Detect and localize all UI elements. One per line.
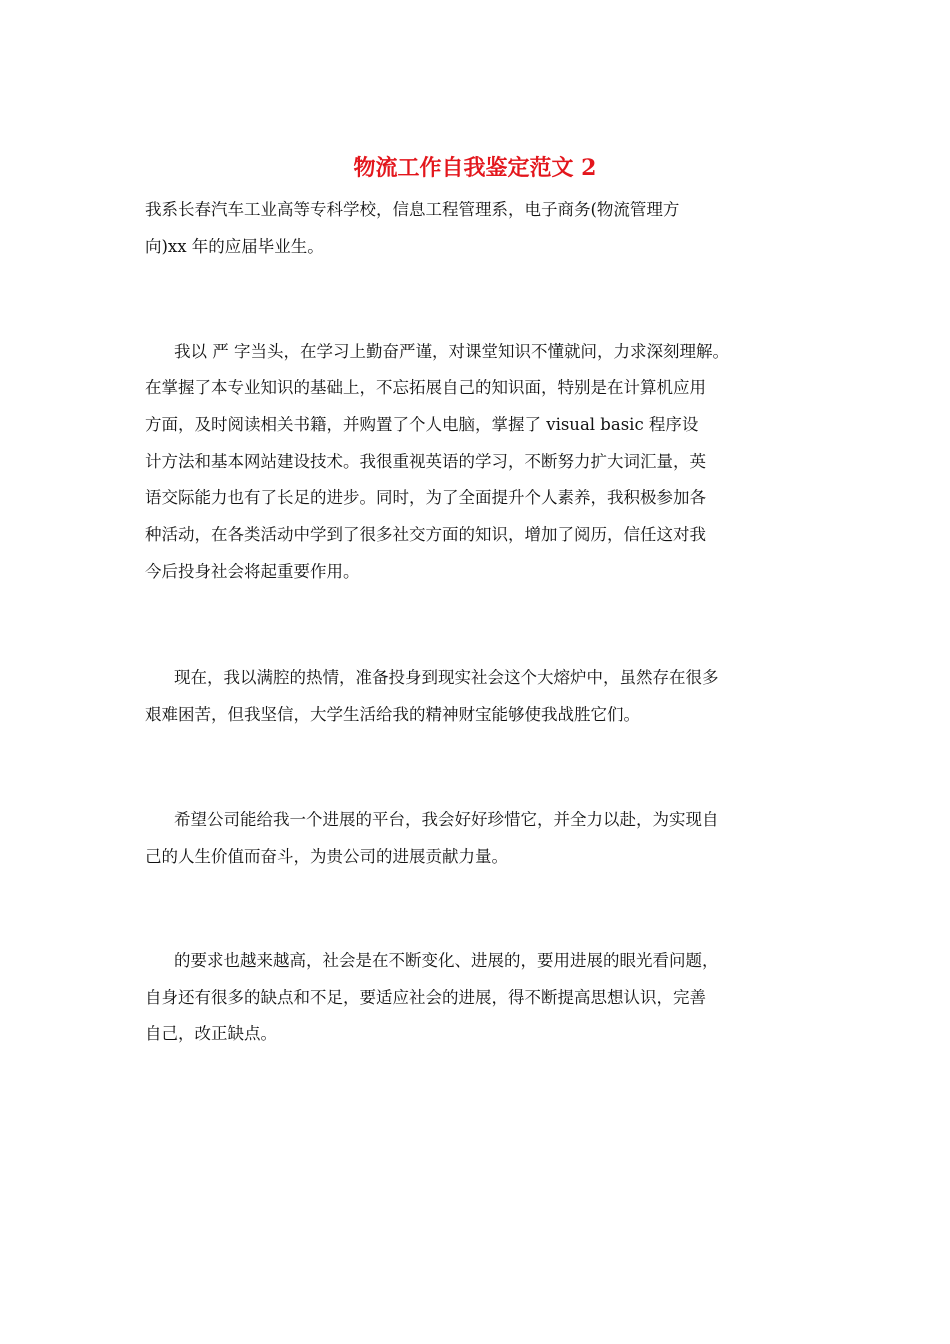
paragraph-line: 我系长春汽车工业高等专科学校，信息工程管理系，电子商务(物流管理方: [145, 200, 680, 219]
paragraph-line: 的要求也越来越高，社会是在不断变化、进展的，要用进展的眼光看问题，: [174, 951, 719, 970]
paragraph-line: 希望公司能给我一个进展的平台，我会好好珍惜它，并全力以赴，为实现自: [174, 810, 719, 829]
paragraph-line: 方面，及时阅读相关书籍，并购置了个人电脑，掌握了 visual basic 程序设: [145, 415, 699, 434]
paragraph-line: 自身还有很多的缺点和不足，要适应社会的进展，得不断提高思想认识，完善: [145, 988, 706, 1007]
paragraph-line: 种活动，在各类活动中学到了很多社交方面的知识，增加了阅历，信任这对我: [145, 525, 706, 544]
paragraph-line: 在掌握了本专业知识的基础上，不忘拓展自己的知识面，特别是在计算机应用: [145, 378, 706, 397]
paragraph-line: 现在，我以满腔的热情，准备投身到现实社会这个大熔炉中，虽然存在很多: [174, 668, 719, 687]
paragraph-line: 向)xx 年的应届毕业生。: [145, 237, 324, 256]
paragraph-line: 己的人生价值而奋斗，为贵公司的进展贡献力量。: [145, 847, 508, 866]
paragraph-line: 自己，改正缺点。: [145, 1024, 277, 1043]
document-title: 物流工作自我鉴定范文 2: [353, 155, 597, 181]
paragraph-line: 艰难困苦，但我坚信，大学生活给我的精神财宝能够使我战胜它们。: [145, 705, 640, 724]
paragraph-line: 计方法和基本网站建设技术。我很重视英语的学习，不断努力扩大词汇量，英: [145, 452, 706, 471]
paragraph-line: 我以 严 字当头，在学习上勤奋严谨，对课堂知识不懂就问，力求深刻理解。: [174, 342, 729, 361]
paragraph-line: 语交际能力也有了长足的进步。同时，为了全面提升个人素养，我积极参加各: [145, 488, 706, 507]
paragraph-line: 今后投身社会将起重要作用。: [145, 562, 360, 581]
